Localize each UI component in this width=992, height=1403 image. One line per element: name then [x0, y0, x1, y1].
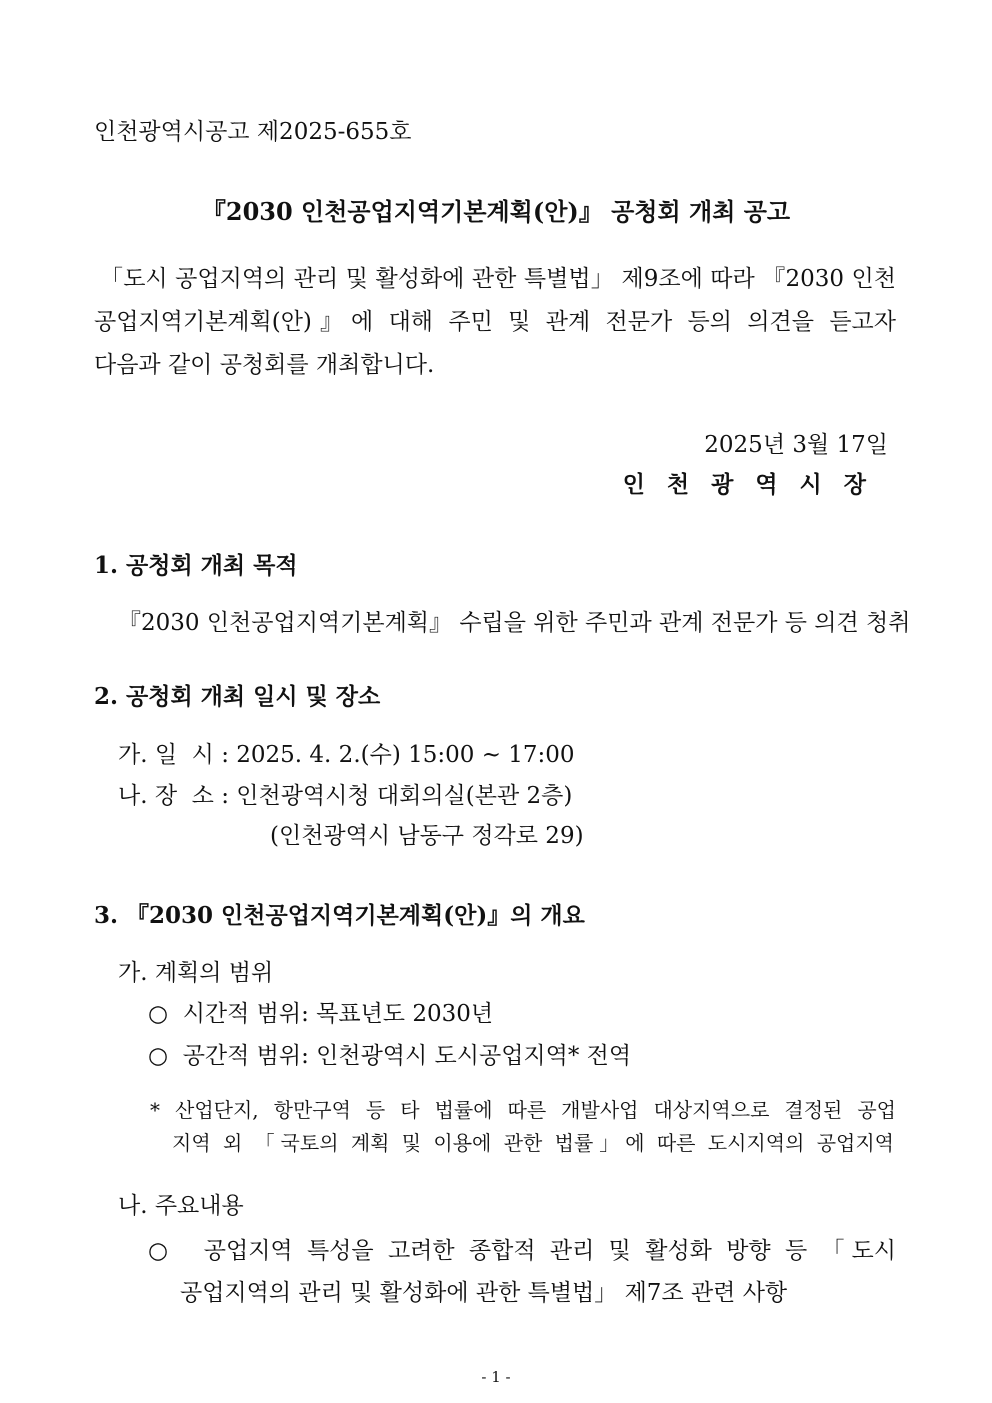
intro-line-3: 다음과 같이 공청회를 개최합니다.	[94, 352, 435, 378]
document-title: 『2030 인천공업지역기본계획(안)』 공청회 개최 공고	[201, 197, 791, 226]
footnote-line-1: * 산업단지, 항만구역 등 타 법률에 따른 개발사업 대상지역으로 결정된 공업	[150, 1098, 896, 1122]
section-3b-label: 나. 주요내용	[118, 1193, 244, 1219]
footnote-line-2: 지역 외 「국토의 계획 및 이용에 관한 법률」에 따른 도시지역의 공업지역	[172, 1131, 894, 1155]
section-1-body: 『2030 인천공업지역기본계획』 수립을 위한 주민과 관계 전문가 등 의견 청취	[118, 610, 911, 636]
section-1-heading: 1. 공청회 개최 목적	[94, 552, 298, 579]
section-3a-label: 가. 계획의 범위	[118, 960, 274, 986]
space-scope-item: ○ 공간적 범위: 인천광역시 도시공업지역* 전역	[148, 1043, 632, 1069]
page-number: - 1 -	[481, 1368, 511, 1386]
section-3-heading: 3. 『2030 인천공업지역기본계획(안)』의 개요	[94, 902, 585, 929]
notice-date: 2025년 3월 17일	[704, 432, 888, 458]
meeting-address: (인천광역시 남동구 정각로 29)	[270, 823, 584, 849]
intro-line-2: 공업지역기본계획(안)』에 대해 주민 및 관계 전문가 등의 의견을 듣고자	[94, 309, 896, 335]
time-scope-item: ○ 시간적 범위: 목표년도 2030년	[148, 1001, 494, 1027]
section-2-heading: 2. 공청회 개최 일시 및 장소	[94, 683, 381, 710]
notice-number: 인천광역시공고 제2025-655호	[94, 119, 412, 145]
main-content-line-2: 공업지역의 관리 및 활성화에 관한 특별법」 제7조 관련 사항	[180, 1280, 788, 1306]
main-content-line-1: ○ 공업지역 특성을 고려한 종합적 관리 및 활성화 방향 등 「도시	[148, 1238, 896, 1264]
issuer-name: 인천광역시장	[622, 471, 888, 498]
meeting-place: 나. 장 소 : 인천광역시청 대회의실(본관 2층)	[118, 783, 573, 809]
intro-line-1: 「도시 공업지역의 관리 및 활성화에 관한 특별법」 제9조에 따라 『2030 인천	[100, 266, 896, 292]
meeting-datetime: 가. 일 시 : 2025. 4. 2.(수) 15:00 ~ 17:00	[118, 742, 575, 768]
